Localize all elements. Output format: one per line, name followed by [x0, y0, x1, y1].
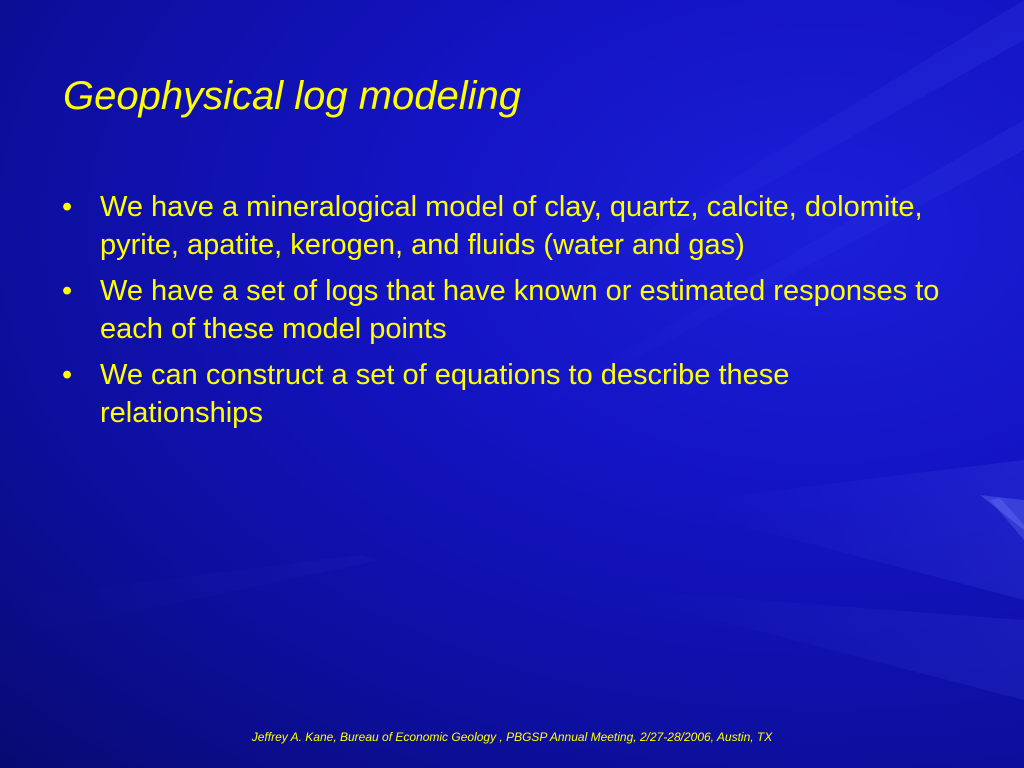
bullet-text: We can construct a set of equations to describe these relationships — [100, 359, 790, 429]
bullet-item — [58, 356, 948, 432]
bullet-marker: • — [62, 191, 73, 223]
bullet-item — [58, 188, 948, 264]
bullet-marker: • — [62, 275, 73, 307]
bullet-marker: • — [62, 359, 73, 391]
bullet-text: We have a mineralogical model of clay, quartz, calcite, dolomite, pyrite, apatite, kerogen, and fluids (water and gas) — [100, 191, 923, 261]
bullet-text: We have a set of logs that have known or estimated responses to each of these model points — [100, 275, 940, 345]
slide-footer: Jeffrey A. Kane, Bureau of Economic Geology , PBGSP Annual Meeting, 2/27-28/2006, Austin, TX — [251, 730, 773, 744]
slide-title: Geophysical log modeling — [63, 74, 522, 118]
bullet-item — [58, 272, 948, 348]
bullet-list — [58, 188, 948, 440]
